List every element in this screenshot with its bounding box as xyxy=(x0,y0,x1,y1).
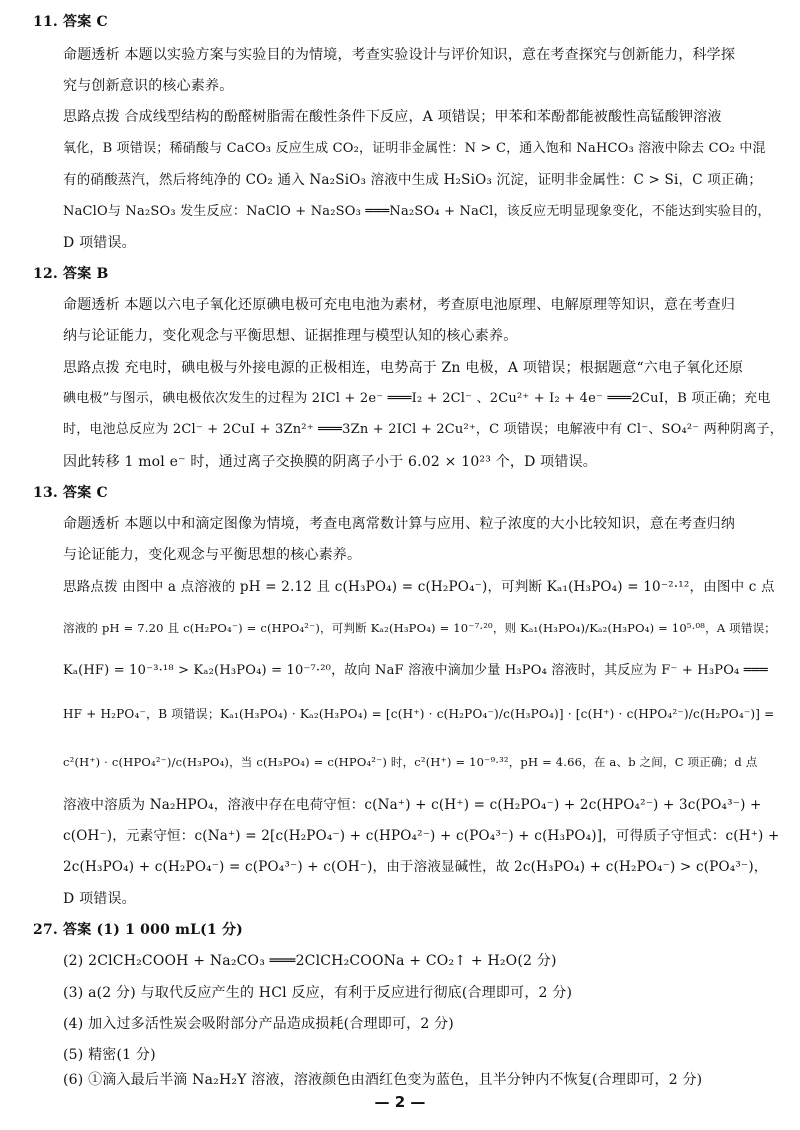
page-number: — 2 — xyxy=(374,1093,426,1111)
q13-line-8: 溶液中溶质为 Na₂HPO₄，溶液中存在电荷守恒：c(Na⁺) + c(H⁺) = c(H₂PO₄⁻) + 2c(HPO₄²⁻) + 3c(PO₄³⁻) + xyxy=(63,797,762,813)
q11-line-4: 氧化，B 项错误；稀硝酸与 CaCO₃ 反应生成 CO₂，证明非金属性：N > C，通入饱和 NaHCO₃ 溶液中除去 CO₂ 中混 xyxy=(63,141,766,156)
q11-line-1: 命题透析 本题以实验方案与实验目的为情境，考查实验设计与评价知识，意在考查探究与创新能力，科学探 xyxy=(63,47,736,63)
q13-line-6: HF + H₂PO₄⁻，B 项错误；Kₐ₁(H₃PO₄) · Kₐ₂(H₃PO₄) = [c(H⁺) · c(H₂PO₄⁻)/c(H₃PO₄)] · [c(H⁺) · c(HPO₄²⁻)/c(H₂PO₄⁻)] = xyxy=(63,707,775,721)
q12-line-5: 时，电池总反应为 2Cl⁻ + 2CuI + 3Zn²⁺ ═══3Zn + 2ICl + 2Cu²⁺，C 项错误；电解液中有 Cl⁻、SO₄²⁻ 两种阴离子， xyxy=(63,422,783,437)
q13-line-1: 命题透析 本题以中和滴定图像为情境，考查电离常数计算与应用、粒子浓度的大小比较知识，意在考查归纳 xyxy=(63,516,736,532)
q11-line-3: 思路点拨 合成线型结构的酚醛树脂需在酸性条件下反应，A 项错误；甲苯和苯酚都能被酸性高锰酸钾溶液 xyxy=(63,109,722,125)
q11-line-5: 有的硝酸蒸汽，然后将纯净的 CO₂ 通入 Na₂SiO₃ 溶液中生成 H₂SiO₃ 沉淀，证明非金属性：C > Si，C 项正确； xyxy=(63,172,763,188)
q13-line-2: 与论证能力，变化观念与平衡思想的核心素养。 xyxy=(63,547,362,563)
q13-header: 13. 答案 C xyxy=(33,485,108,501)
q13-line-5: Kₐ(HF) = 10⁻³·¹⁸ > Kₐ₂(H₃PO₄) = 10⁻⁷·²⁰，故向 NaF 溶液中滴加少量 H₃PO₄ 溶液时，其反应为 F⁻ + H₃PO₄ ═══ xyxy=(63,663,768,678)
q11-header: 11. 答案 C xyxy=(33,14,108,30)
q27-header: 27. 答案 (1) 1 000 mL(1 分) xyxy=(33,922,244,938)
q12-line-2: 纳与论证能力，变化观念与平衡思想、证据推理与模型认知的核心素养。 xyxy=(63,328,518,344)
q13-line-11: D 项错误。 xyxy=(63,891,136,907)
q13-line-7: c²(H⁺) · c(HPO₄²⁻)/c(H₃PO₄)，当 c(H₃PO₄) = c(HPO₄²⁻) 时，c²(H⁺) = 10⁻⁹·³²，pH = 4.66，在 a、b 之间，C 项正确；d 点 xyxy=(63,755,758,769)
q27-line-4: (4) 加入过多活性炭会吸附部分产品造成损耗(合理即可，2 分) xyxy=(63,1016,454,1032)
q13-line-3: 思路点拨 由图中 a 点溶液的 pH = 2.12 且 c(H₃PO₄) = c(H₂PO₄⁻)，可判断 Kₐ₁(H₃PO₄) = 10⁻²·¹²，由图中 c 点 xyxy=(63,579,775,595)
q27-line-6: (6) ①滴入最后半滴 Na₂H₂Y 溶液，溶液颜色由酒红色变为蓝色，且半分钟内不恢复(合理即可，2 分) xyxy=(63,1072,703,1088)
q13-line-10: 2c(H₃PO₄) + c(H₂PO₄⁻) = c(PO₄³⁻) + c(OH⁻)，由于溶液显碱性，故 2c(H₃PO₄) + c(H₂PO₄⁻) > c(PO₄³⁻)， xyxy=(63,859,768,875)
q27-line-5: (5) 精密(1 分) xyxy=(63,1047,156,1063)
q12-line-1: 命题透析 本题以六电子氧化还原碘电极可充电电池为素材，考查原电池原理、电解原理等知识，意在考查归 xyxy=(63,297,736,313)
q12-line-4: 碘电极”与图示，碘电极依次发生的过程为 2ICl + 2e⁻ ═══I₂ + 2Cl⁻ 、2Cu²⁺ + I₂ + 4e⁻ ═══2CuI，B 项正确；充电 xyxy=(63,391,771,406)
q12-line-3: 思路点拨 充电时，碘电极与外接电源的正极相连，电势高于 Zn 电极，A 项错误；根据题意“六电子氧化还原 xyxy=(63,360,744,376)
q12-header: 12. 答案 B xyxy=(33,266,109,282)
q11-line-2: 究与创新意识的核心素养。 xyxy=(63,78,234,94)
q13-line-4: 溶液的 pH = 7.20 且 c(H₂PO₄⁻) = c(HPO₄²⁻)，可判断 Kₐ₂(H₃PO₄) = 10⁻⁷·²⁰，则 Kₐ₁(H₃PO₄)/Kₐ₂(H₃PO₄) = 10⁵·⁰⁸，A 项错误； xyxy=(63,621,776,635)
q27-line-2: (2) 2ClCH₂COOH + Na₂CO₃ ═══2ClCH₂COONa + CO₂↑ + H₂O(2 分) xyxy=(63,953,557,969)
q12-line-6: 因此转移 1 mol e⁻ 时，通过离子交换膜的阴离子小于 6.02 × 10²³ 个，D 项错误。 xyxy=(63,454,597,470)
q27-line-3: (3) a(2 分) 与取代反应产生的 HCl 反应，有利于反应进行彻底(合理即可，2 分) xyxy=(63,985,573,1001)
q13-line-9: c(OH⁻)，元素守恒：c(Na⁺) = 2[c(H₂PO₄⁻) + c(HPO₄²⁻) + c(PO₄³⁻) + c(H₃PO₄)]，可得质子守恒式：c(H⁺) + xyxy=(63,828,780,844)
q11-line-7: D 项错误。 xyxy=(63,235,136,251)
q11-line-6: NaClO与 Na₂SO₃ 发生反应：NaClO + Na₂SO₃ ═══Na₂SO₄ + NaCl，该反应无明显现象变化，不能达到实验目的， xyxy=(63,204,771,219)
